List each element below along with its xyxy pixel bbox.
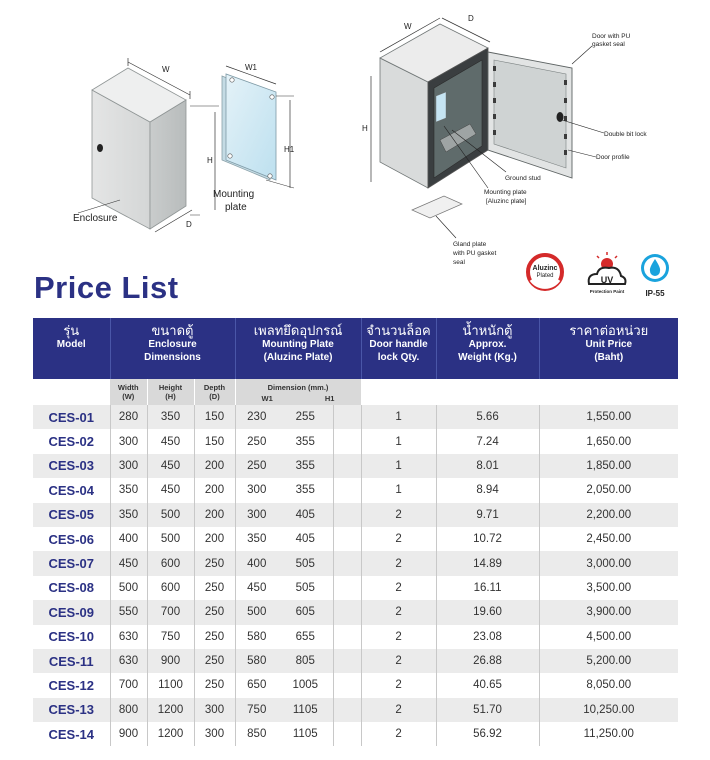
width-cell: 700 — [110, 673, 147, 697]
spacer-cell — [333, 478, 361, 502]
subheader-dimension — [235, 379, 361, 405]
lock-qty-cell: 1 — [361, 454, 436, 478]
subheader-depth-sym: (D) — [209, 392, 220, 401]
depth-cell: 150 — [194, 405, 235, 429]
weight-cell: 5.66 — [436, 405, 539, 429]
plate-h1-cell: 655 — [278, 625, 333, 649]
subheader-height-sym: (H) — [165, 392, 176, 401]
spacer-cell — [333, 405, 361, 429]
depth-cell: 150 — [194, 429, 235, 453]
height-cell: 600 — [147, 576, 194, 600]
subheader-height — [147, 379, 194, 405]
depth-cell: 200 — [194, 503, 235, 527]
gland-label-line2: with PU gasket — [453, 250, 497, 257]
subheader-blank — [33, 379, 110, 405]
lock-qty-cell: 1 — [361, 429, 436, 453]
model-cell: CES-12 — [33, 673, 110, 697]
table-row — [33, 673, 678, 697]
lock-qty-cell: 2 — [361, 576, 436, 600]
height-cell: 1200 — [147, 698, 194, 722]
width-cell: 800 — [110, 698, 147, 722]
enclosure-w-label: W — [162, 65, 170, 74]
width-cell: 280 — [110, 405, 147, 429]
unit-price-cell: 3,000.00 — [539, 551, 678, 575]
gland-label-line3: seal — [453, 259, 465, 266]
plate-w1-cell: 300 — [235, 478, 278, 502]
weight-cell: 16.11 — [436, 576, 539, 600]
product-diagrams — [0, 0, 710, 275]
spacer-cell — [333, 625, 361, 649]
plate-h1-cell: 505 — [278, 576, 333, 600]
header-weight — [436, 318, 539, 379]
lock-qty-cell: 2 — [361, 649, 436, 673]
lock-qty-cell: 2 — [361, 527, 436, 551]
header-price-en1: Unit Price — [585, 339, 633, 350]
plate-w1-cell: 580 — [235, 625, 278, 649]
height-cell: 600 — [147, 551, 194, 575]
spacer-cell — [333, 649, 361, 673]
plate-w1-cell: 580 — [235, 649, 278, 673]
subheader-width — [110, 379, 147, 405]
door-label-line1: Door with PU — [592, 33, 631, 40]
header-enclosure-en1: Enclosure — [148, 339, 197, 350]
depth-cell: 250 — [194, 673, 235, 697]
weight-cell: 19.60 — [436, 600, 539, 624]
depth-cell: 250 — [194, 600, 235, 624]
header-model — [33, 318, 110, 379]
subheader-dimension-text: Dimension (mm.) — [267, 383, 329, 392]
height-cell: 500 — [147, 503, 194, 527]
width-cell: 550 — [110, 600, 147, 624]
unit-price-cell: 2,050.00 — [539, 478, 678, 502]
plate-caption-line2: plate — [225, 202, 247, 213]
width-cell: 400 — [110, 527, 147, 551]
uv-text: UV — [600, 275, 614, 285]
plate-w1-cell: 750 — [235, 698, 278, 722]
header-lock-thai: จำนวนล็อค — [366, 323, 431, 338]
subheader-width-sym: (W) — [122, 392, 135, 401]
mounting-plate-illustration — [222, 66, 294, 188]
header-row — [33, 318, 678, 379]
plate-w1-cell: 400 — [235, 551, 278, 575]
plate-w1-cell: 500 — [235, 600, 278, 624]
height-cell: 450 — [147, 478, 194, 502]
model-cell: CES-13 — [33, 698, 110, 722]
plate-h1-cell: 355 — [278, 429, 333, 453]
lock-qty-cell: 2 — [361, 673, 436, 697]
cabinet-w-label: W — [404, 22, 412, 31]
enclosure-caption: Enclosure — [73, 213, 118, 224]
table-row — [33, 600, 678, 624]
unit-price-cell: 5,200.00 — [539, 649, 678, 673]
model-cell: CES-06 — [33, 527, 110, 551]
unit-price-cell: 1,550.00 — [539, 405, 678, 429]
lock-qty-cell: 1 — [361, 405, 436, 429]
closed-enclosure-illustration — [78, 58, 219, 232]
weight-cell: 8.01 — [436, 454, 539, 478]
width-cell: 500 — [110, 576, 147, 600]
spacer-cell — [333, 454, 361, 478]
model-cell: CES-08 — [33, 576, 110, 600]
weight-cell: 51.70 — [436, 698, 539, 722]
page-title: Price List — [34, 270, 179, 305]
unit-price-cell: 2,200.00 — [539, 503, 678, 527]
mplate-label-line1: Mounting plate — [484, 189, 527, 196]
unit-price-cell: 4,500.00 — [539, 625, 678, 649]
gland-label-line1: Gland plate — [453, 241, 487, 248]
subheader-width-text: Width — [117, 383, 139, 392]
table-row — [33, 576, 678, 600]
plate-h1-cell: 1005 — [278, 673, 333, 697]
plate-w1-cell: 450 — [235, 576, 278, 600]
plate-h1-cell: 355 — [278, 454, 333, 478]
height-cell: 1100 — [147, 673, 194, 697]
header-mounting-plate — [235, 318, 361, 379]
depth-cell: 300 — [194, 722, 235, 746]
price-table — [33, 318, 678, 746]
stud-label: Ground stud — [505, 175, 541, 182]
height-cell: 900 — [147, 649, 194, 673]
subheader-blank-right — [361, 379, 678, 405]
model-cell: CES-09 — [33, 600, 110, 624]
unit-price-cell: 1,650.00 — [539, 429, 678, 453]
subheader-depth — [194, 379, 235, 405]
plate-w1-cell: 850 — [235, 722, 278, 746]
weight-cell: 14.89 — [436, 551, 539, 575]
model-cell: CES-04 — [33, 478, 110, 502]
lock-qty-cell: 2 — [361, 722, 436, 746]
lock-qty-cell: 2 — [361, 600, 436, 624]
door-label-line2: gasket seal — [592, 41, 625, 48]
weight-cell: 56.92 — [436, 722, 539, 746]
table-row — [33, 625, 678, 649]
plate-w1-label: W1 — [245, 63, 257, 72]
width-cell: 450 — [110, 551, 147, 575]
ip55-badge — [641, 254, 669, 298]
header-price — [539, 318, 678, 379]
weight-cell: 7.24 — [436, 429, 539, 453]
height-cell: 450 — [147, 429, 194, 453]
aluzinc-badge — [528, 255, 562, 289]
table-row — [33, 527, 678, 551]
spacer-cell — [333, 429, 361, 453]
spacer-cell — [333, 576, 361, 600]
spacer-cell — [333, 503, 361, 527]
spacer-cell — [333, 600, 361, 624]
width-cell: 300 — [110, 429, 147, 453]
table-row — [33, 405, 678, 429]
depth-cell: 250 — [194, 625, 235, 649]
plate-h1-cell: 605 — [278, 600, 333, 624]
lock-qty-cell: 2 — [361, 551, 436, 575]
open-cabinet-illustration — [371, 18, 604, 238]
plate-h1-cell: 805 — [278, 649, 333, 673]
weight-cell: 8.94 — [436, 478, 539, 502]
height-cell: 700 — [147, 600, 194, 624]
spacer-cell — [333, 551, 361, 575]
plate-h1-cell: 1105 — [278, 698, 333, 722]
depth-cell: 250 — [194, 649, 235, 673]
header-plate-thai: เพลทยึดอุปกรณ์ — [253, 323, 343, 338]
weight-cell: 9.71 — [436, 503, 539, 527]
cabinet-h-label: H — [362, 124, 368, 133]
unit-price-cell: 10,250.00 — [539, 698, 678, 722]
feature-badges — [525, 250, 675, 300]
header-price-thai: ราคาต่อหน่วย — [569, 323, 649, 338]
model-cell: CES-07 — [33, 551, 110, 575]
subheader-height-text: Height — [158, 383, 183, 392]
plate-h1-label: H1 — [284, 145, 295, 154]
plate-w1-cell: 250 — [235, 454, 278, 478]
width-cell: 300 — [110, 454, 147, 478]
aluzinc-text: Aluzinc — [532, 265, 558, 272]
header-price-en2: (Baht) — [594, 352, 624, 363]
plate-w1-cell: 350 — [235, 527, 278, 551]
header-plate-en2: (Aluzinc Plate) — [263, 352, 333, 363]
model-cell: CES-03 — [33, 454, 110, 478]
plate-w1-cell: 650 — [235, 673, 278, 697]
spacer-cell — [333, 722, 361, 746]
lock-qty-cell: 2 — [361, 503, 436, 527]
spacer-cell — [333, 698, 361, 722]
height-cell: 1200 — [147, 722, 194, 746]
depth-cell: 300 — [194, 698, 235, 722]
plate-h1-cell: 255 — [278, 405, 333, 429]
table-row — [33, 454, 678, 478]
lock-qty-cell: 2 — [361, 698, 436, 722]
spacer-cell — [333, 673, 361, 697]
table-row — [33, 503, 678, 527]
height-cell: 750 — [147, 625, 194, 649]
depth-cell: 200 — [194, 527, 235, 551]
uv-badge — [589, 252, 626, 294]
unit-price-cell: 8,050.00 — [539, 673, 678, 697]
table-row — [33, 478, 678, 502]
height-cell: 350 — [147, 405, 194, 429]
model-cell: CES-14 — [33, 722, 110, 746]
price-rows — [33, 405, 678, 746]
weight-cell: 23.08 — [436, 625, 539, 649]
plate-w1-cell: 300 — [235, 503, 278, 527]
plate-caption-line1: Mounting — [213, 189, 255, 200]
table-row — [33, 698, 678, 722]
weight-cell: 26.88 — [436, 649, 539, 673]
lock-qty-cell: 2 — [361, 625, 436, 649]
width-cell: 630 — [110, 625, 147, 649]
plated-text: Plated — [536, 273, 554, 279]
header-lock-en1: Door handle — [369, 339, 428, 350]
weight-cell: 40.65 — [436, 673, 539, 697]
cabinet-d-label: D — [468, 14, 474, 23]
spacer-cell — [333, 527, 361, 551]
plate-h1-cell: 355 — [278, 478, 333, 502]
plate-w1-cell: 230 — [235, 405, 278, 429]
lock-label: Double bit lock — [604, 131, 647, 138]
model-cell: CES-10 — [33, 625, 110, 649]
header-lock-en2: lock Qty. — [377, 352, 420, 363]
height-cell: 450 — [147, 454, 194, 478]
plate-h1-cell: 505 — [278, 551, 333, 575]
unit-price-cell: 3,900.00 — [539, 600, 678, 624]
width-cell: 630 — [110, 649, 147, 673]
subheader-w1: W1 — [261, 394, 273, 403]
model-cell: CES-05 — [33, 503, 110, 527]
plate-w1-cell: 250 — [235, 429, 278, 453]
header-weight-thai: น้ำหนักตู้ — [462, 323, 513, 338]
depth-cell: 250 — [194, 551, 235, 575]
header-model-en: Model — [56, 339, 86, 350]
enclosure-h-label: H — [207, 156, 213, 165]
header-lock — [361, 318, 436, 379]
header-enclosure-thai: ขนาดตู้ — [151, 323, 194, 338]
depth-cell: 200 — [194, 454, 235, 478]
unit-price-cell: 2,450.00 — [539, 527, 678, 551]
enclosure-d-label: D — [186, 220, 192, 229]
header-enclosure — [110, 318, 235, 379]
plate-h1-cell: 1105 — [278, 722, 333, 746]
uv-caption: Protection Paint — [589, 289, 625, 294]
header-enclosure-en2: Dimensions — [144, 352, 201, 363]
model-cell: CES-11 — [33, 649, 110, 673]
header-plate-en1: Mounting Plate — [262, 339, 334, 350]
model-cell: CES-02 — [33, 429, 110, 453]
depth-cell: 250 — [194, 576, 235, 600]
plate-h1-cell: 405 — [278, 503, 333, 527]
model-cell: CES-01 — [33, 405, 110, 429]
depth-cell: 200 — [194, 478, 235, 502]
subheader-row — [33, 379, 678, 405]
table-row — [33, 649, 678, 673]
unit-price-cell: 1,850.00 — [539, 454, 678, 478]
header-weight-en1: Approx. — [468, 339, 507, 350]
lock-qty-cell: 1 — [361, 478, 436, 502]
table-row — [33, 722, 678, 746]
ip-text: IP-55 — [645, 289, 665, 298]
plate-h1-cell: 405 — [278, 527, 333, 551]
width-cell: 900 — [110, 722, 147, 746]
header-model-thai: รุ่น — [63, 323, 80, 338]
subheader-h1: H1 — [324, 394, 335, 403]
table-row — [33, 429, 678, 453]
table-row — [33, 551, 678, 575]
unit-price-cell: 3,500.00 — [539, 576, 678, 600]
weight-cell: 10.72 — [436, 527, 539, 551]
width-cell: 350 — [110, 503, 147, 527]
subheader-depth-text: Depth — [203, 383, 226, 392]
header-weight-en2: Weight (Kg.) — [458, 352, 517, 363]
unit-price-cell: 11,250.00 — [539, 722, 678, 746]
mplate-label-line2: [Aluzinc plate] — [486, 198, 527, 205]
width-cell: 350 — [110, 478, 147, 502]
height-cell: 500 — [147, 527, 194, 551]
profile-label: Door profile — [596, 154, 630, 161]
